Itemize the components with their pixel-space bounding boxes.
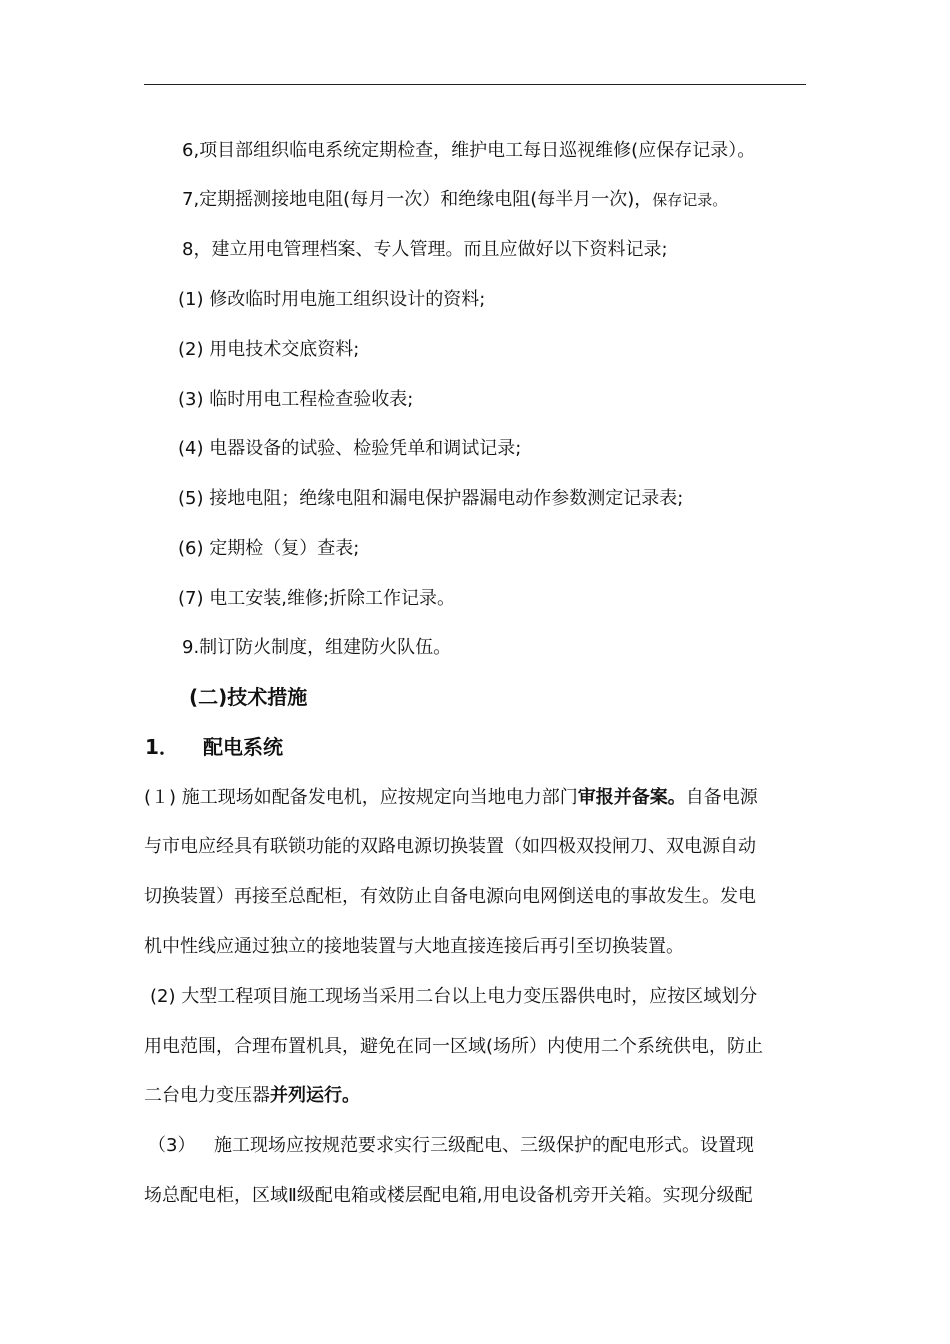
item-7-main: 7,定期摇测接地电阻(每月一次）和绝缘电阻(每半月一次)， <box>182 189 653 210</box>
para-2-line-2: 用电范围，合理布置机具，避免在同一区域(场所）内使用二个系统供电，防止 <box>144 1036 764 1057</box>
para-3-line-2: 场总配电柜，区域Ⅱ级配电箱或楼层配电箱,用电设备机旁开关箱。实现分级配 <box>144 1185 753 1206</box>
record-item: (6) 定期检（复）查表; <box>178 538 360 559</box>
para-3-line-1 <box>148 1134 754 1158</box>
record-item: (5) 接地电阻；绝缘电阻和漏电保护器漏电动作参数测定记录表; <box>178 488 684 509</box>
para-1-line-1 <box>144 786 758 810</box>
para-1-text-a: (１) 施工现场如配备发电机，应按规定向当地电力部门 <box>144 787 578 808</box>
item-6: 6,项目部组织临电系统定期检查，维护电工每日巡视维修(应保存记录）。 <box>182 140 756 161</box>
para-1-line-4: 机中性线应通过独立的接地装置与大地直接连接后再引至切换装置。 <box>144 936 684 957</box>
para-3-text: 施工现场应按规范要求实行三级配电、三级保护的配电形式。设置现 <box>214 1135 754 1156</box>
header-rule <box>144 84 806 85</box>
para-1-line-2: 与市电应经具有联锁功能的双路电源切换装置（如四极双投闸刀、双电源自动 <box>144 836 756 857</box>
subsection-heading <box>145 735 283 759</box>
para-1-line-3: 切换装置）再接至总配柜，有效防止自备电源向电网倒送电的事故发生。发电 <box>144 886 756 907</box>
record-item: (2) 用电技术交底资料; <box>178 339 360 360</box>
record-item: (4) 电器设备的试验、检验凭单和调试记录; <box>178 438 522 459</box>
para-3-number: （3） <box>148 1135 196 1156</box>
subsection-number: 1． <box>145 735 179 759</box>
item-8: 8，建立用电管理档案、专人管理。而且应做好以下资料记录; <box>182 239 668 260</box>
subsection-title: 配电系统 <box>203 735 283 759</box>
record-item: (7) 电工安装,维修;折除工作记录。 <box>178 588 456 609</box>
para-1-text-c: 自备电源 <box>685 787 758 808</box>
item-9: 9.制订防火制度，组建防火队伍。 <box>182 637 452 658</box>
para-2-line-1: (2) 大型工程项目施工现场当采用二台以上电力变压器供电时，应按区域划分 <box>150 986 758 1007</box>
section-heading: (二)技术措施 <box>189 685 308 709</box>
record-item: (1) 修改临时用电施工组织设计的资料; <box>178 289 486 310</box>
record-item: (3) 临时用电工程检查验收表; <box>178 389 414 410</box>
item-7-small: 保存记录。 <box>652 191 728 209</box>
item-7 <box>182 188 727 212</box>
para-2-text: 二台电力变压器 <box>144 1085 270 1106</box>
para-2-line-3 <box>144 1084 360 1108</box>
para-1-bold: 审报并备案。 <box>577 787 686 808</box>
para-2-bold: 并列运行。 <box>270 1085 360 1106</box>
